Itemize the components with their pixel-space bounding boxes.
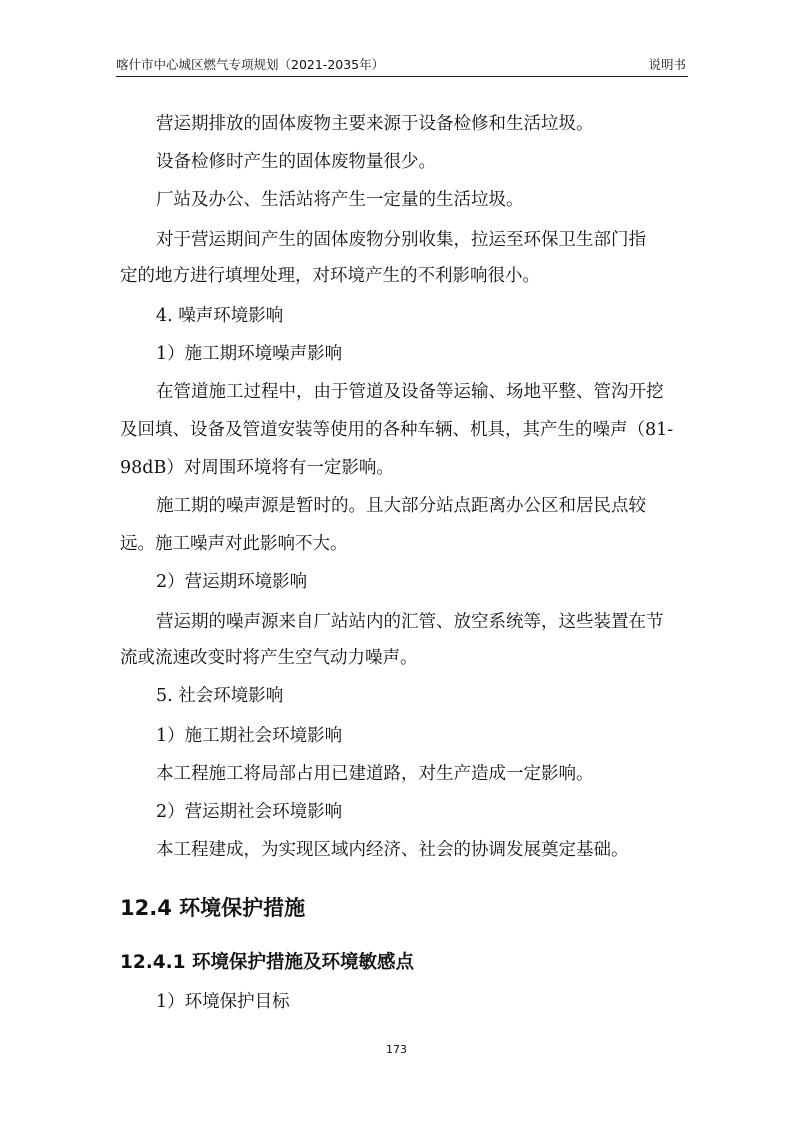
- list-subheading: 1）施工期环境噪声影响: [156, 344, 343, 364]
- section-heading: 12.4 环境保护措施: [120, 896, 306, 920]
- paragraph-line: 98dB）对周围环境将有一定影响。: [120, 458, 394, 478]
- document-title: 喀什市中心城区燃气专项规划（2021-2035年）: [116, 57, 385, 72]
- paragraph-line: 施工期的噪声源是暂时的。且大部分站点距离办公区和居民点较: [156, 496, 646, 516]
- list-subheading: 2）营运期环境影响: [156, 572, 308, 592]
- paragraph: 本工程施工将局部占用已建道路，对生产造成一定影响。: [156, 764, 594, 784]
- paragraph-line: 营运期的噪声源来自厂站站内的汇管、放空系统等，这些装置在节: [156, 612, 664, 632]
- page-header: [116, 56, 688, 77]
- paragraph: 本工程建成，为实现区域内经济、社会的协调发展奠定基础。: [156, 840, 629, 860]
- paragraph-line: 对于营运期间产生的固体废物分别收集，拉运至环保卫生部门指: [156, 230, 646, 250]
- list-subheading: 1）环境保护目标: [156, 992, 290, 1012]
- document-type-label: 说明书: [648, 57, 686, 72]
- paragraph: 营运期排放的固体废物主要来源于设备检修和生活垃圾。: [156, 114, 594, 134]
- list-subheading: 1）施工期社会环境影响: [156, 726, 343, 746]
- list-subheading: 2）营运期社会环境影响: [156, 802, 343, 822]
- paragraph-line: 及回填、设备及管道安装等使用的各种车辆、机具，其产生的噪声（81-: [120, 420, 674, 440]
- paragraph-line: 在管道施工过程中，由于管道及设备等运输、场地平整、管沟开挖: [156, 382, 664, 402]
- list-heading: 5. 社会环境影响: [156, 686, 284, 706]
- paragraph-line: 流或流速改变时将产生空气动力噪声。: [120, 648, 418, 668]
- paragraph-line: 远。施工噪声对此影响不大。: [120, 534, 348, 554]
- list-heading: 4. 噪声环境影响: [156, 306, 284, 326]
- page-number: 173: [386, 1043, 407, 1056]
- paragraph: 设备检修时产生的固体废物量很少。: [156, 152, 436, 172]
- subsection-heading: 12.4.1 环境保护措施及环境敏感点: [120, 952, 414, 973]
- paragraph: 厂站及办公、生活站将产生一定量的生活垃圾。: [156, 190, 524, 210]
- paragraph-line: 定的地方进行填埋处理，对环境产生的不利影响很小。: [120, 266, 540, 286]
